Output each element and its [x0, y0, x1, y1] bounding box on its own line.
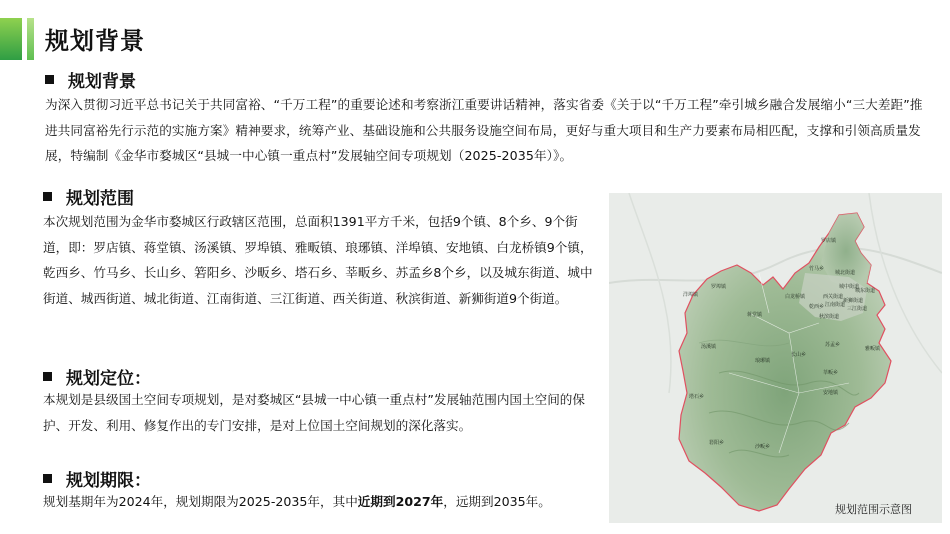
map-label: 琅琊镇 — [755, 358, 771, 364]
square-bullet-icon — [43, 192, 52, 201]
map-label: 三江街道 — [847, 306, 868, 312]
map-graphic — [609, 193, 942, 523]
title-accent-bar — [0, 18, 22, 60]
map-label: 白龙桥镇 — [785, 294, 806, 300]
scope-paragraph: 本次规划范围为金华市婺城区行政辖区范围，总面积1391平方千米，包括9个镇、8个乡、9个街道，即：罗店镇、蒋堂镇、汤溪镇、罗埠镇、雅畈镇、琅琊镇、洋埠镇、安地镇、白龙桥镇9个镇，乾西乡、竹马乡、长山乡、箬阳乡、沙畈乡、塔石乡、莘畈乡、苏孟乡8个乡，以及城东街道、城中街道、城西街道、城北街道、江南街道、三江街道、西关街道、秋滨街道、新狮街道9个街道。 — [43, 214, 593, 306]
section-heading-period — [43, 466, 151, 491]
map-label: 雅畈镇 — [865, 346, 881, 352]
section-heading-text: 规划背景 — [68, 72, 136, 92]
period-paragraph — [43, 489, 603, 515]
square-bullet-icon — [43, 372, 52, 381]
section-heading-text: 规划范围 — [66, 189, 134, 209]
map-label: 罗店镇 — [821, 238, 837, 244]
map-label: 蒋堂镇 — [747, 312, 763, 318]
map-label: 竹马乡 — [809, 266, 825, 272]
map-label: 洋埠镇 — [683, 292, 699, 298]
map-label: 沙畈乡 — [755, 444, 771, 450]
section-heading-positioning — [43, 364, 151, 389]
map-label: 城中街道 — [839, 284, 860, 290]
map-label: 城东街道 — [855, 288, 876, 294]
period-text-highlight: 近期到2027年 — [357, 494, 444, 509]
section-heading-text: 规划定位： — [66, 369, 151, 389]
map-label: 罗埠镇 — [711, 284, 727, 290]
positioning-paragraph: 本规划是县级国土空间专项规划，是对婺城区“县城一中心镇一重点村”发展轴范围内国土空间的保护、开发、利用、修复作出的专门安排，是对上位国土空间规划的深化落实。 — [43, 392, 585, 433]
period-text-before: 规划基期年为2024年，规划期限为2025-2035年，其中 — [43, 494, 358, 509]
map-label: 苏孟乡 — [825, 342, 841, 348]
map-label: 秋滨街道 — [819, 314, 840, 320]
map-label: 箬阳乡 — [709, 440, 725, 446]
background-paragraph: 为深入贯彻习近平总书记关于共同富裕、“千万工程”的重要论述和考察浙江重要讲话精神，落实省委《关于以“千万工程”牵引城乡融合发展缩小“三大差距”推进共同富裕先行示范的实施方案》精神要求，统筹产业、基础设施和公共服务设施空间布局，更好与重大项目和生产力要素布局相匹配，支撑和引领高质量发展，特编制《金华市婺城区“县城一中心镇一重点村”发展轴空间专项规划（2025-2035年）》。 — [45, 97, 923, 163]
square-bullet-icon — [43, 474, 52, 483]
map-label: 城北街道 — [835, 270, 856, 276]
period-text-after: ，远期到2035年。 — [443, 494, 551, 509]
planning-scope-map — [609, 193, 942, 523]
map-label: 新狮街道 — [843, 298, 864, 304]
square-bullet-icon — [45, 75, 54, 84]
section-heading-background — [45, 67, 136, 92]
section-heading-text: 规划期限： — [66, 471, 151, 491]
map-label: 塔石乡 — [689, 394, 705, 400]
map-caption: 规划范围示意图 — [835, 503, 912, 516]
map-label: 乾西乡 — [809, 304, 825, 310]
section-heading-scope — [43, 184, 134, 209]
map-label: 莘畈乡 — [823, 370, 839, 376]
map-label: 汤溪镇 — [701, 344, 717, 350]
map-label: 长山乡 — [791, 352, 807, 358]
map-label: 西关街道 — [823, 294, 844, 300]
title-accent-stripe — [27, 18, 34, 60]
page-title: 规划背景 — [45, 27, 145, 55]
map-label: 江南街道 — [825, 302, 846, 308]
map-label: 安地镇 — [823, 390, 839, 396]
